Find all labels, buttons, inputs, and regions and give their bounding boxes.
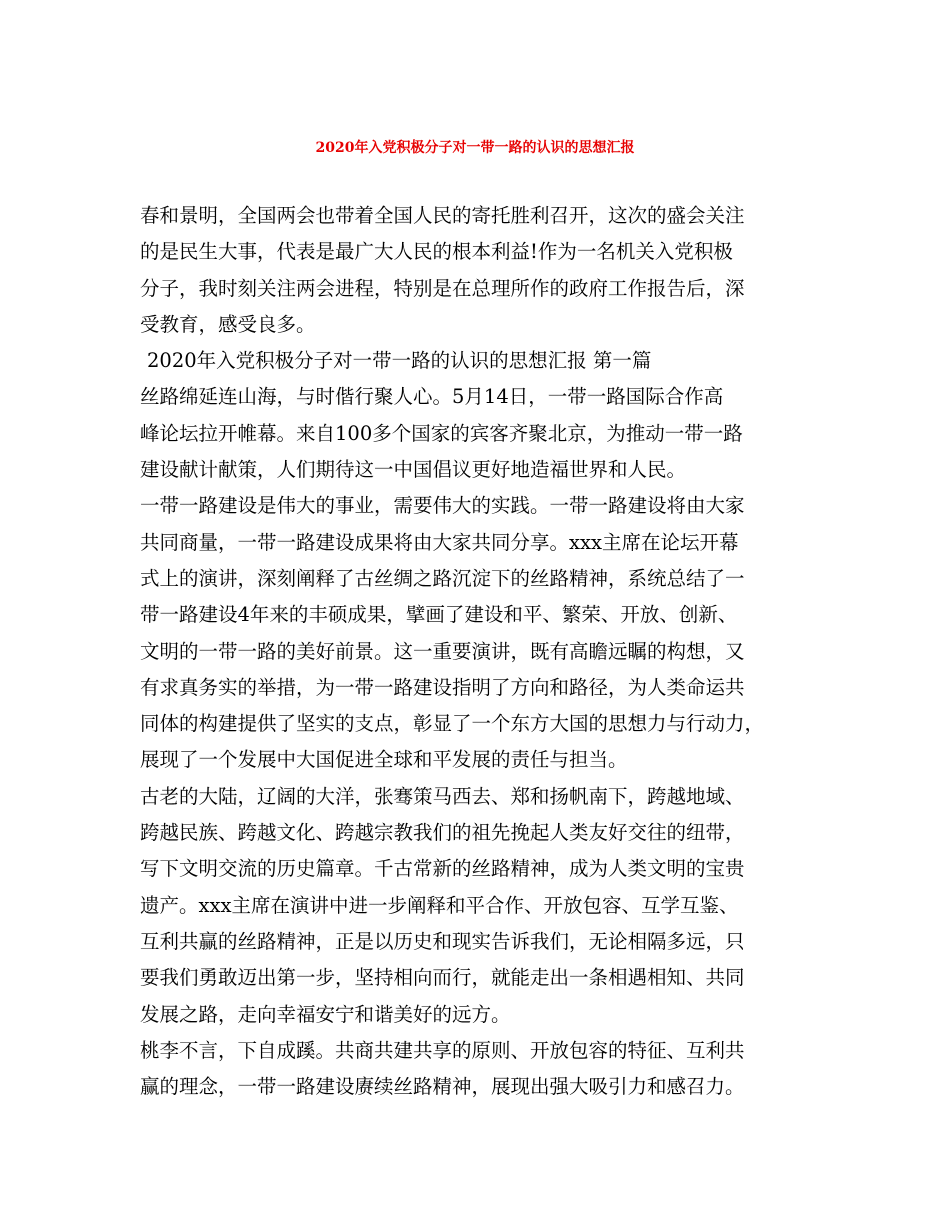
text-line: 写下文明交流的历史篇章。千古常新的丝路精神，成为人类文明的宝贵 <box>140 857 745 881</box>
document-title: 2020年入党积极分子对一带一路的认识的思想汇报 <box>315 140 635 156</box>
text-line: 展现了一个发展中大国促进全球和平发展的责任与担当。 <box>140 748 628 772</box>
text-line: 桃李不言，下自成蹊。共商共建共享的原则、开放包容的特征、互利共 <box>140 1038 745 1062</box>
text-line: 春和景明，全国两会也带着全国人民的寄托胜利召开，这次的盛会关注 <box>140 204 745 227</box>
text-line: 文明的一带一路的美好前景。这一重要演讲，既有高瞻远瞩的构想，又 <box>140 639 745 663</box>
text-line: 分子，我时刻关注两会进程，特别是在总理所作的政府工作报告后，深 <box>140 276 745 300</box>
section-heading-line: 2020年入党积极分子对一带一路的认识的思想汇报 第一篇 <box>147 349 652 373</box>
text-line: 有求真务实的举措，为一带一路建设指明了方向和路径，为人类命运共 <box>140 675 745 699</box>
text-line: 的是民生大事，代表是最广大人民的根本利益!作为一名机关入党积极 <box>140 240 733 264</box>
text-line: 同体的构建提供了坚实的支点，彰显了一个东方大国的思想力与行动力， <box>140 712 765 736</box>
text-line: 共同商量，一带一路建设成果将由大家共同分享。xxx主席在论坛开幕 <box>140 530 739 554</box>
text-line: 带一路建设4年来的丰硕成果，擘画了建设和平、繁荣、开放、创新、 <box>140 603 738 627</box>
text-line: 丝路绵延连山海，与时偕行聚人心。5月14日，一带一路国际合作高 <box>140 385 724 409</box>
text-line: 式上的演讲，深刻阐释了古丝绸之路沉淀下的丝路精神，系统总结了一 <box>140 566 745 590</box>
text-line: 遗产。xxx主席在演讲中进一步阐释和平合作、开放包容、互学互鉴、 <box>140 893 739 917</box>
text-line: 峰论坛拉开帷幕。来自100多个国家的宾客齐聚北京，为推动一带一路 <box>140 421 743 445</box>
text-line: 跨越民族、跨越文化、跨越宗教我们的祖先挽起人类友好交往的纽带， <box>140 821 745 845</box>
text-line: 一带一路建设是伟大的事业，需要伟大的实践。一带一路建设将由大家 <box>140 494 745 518</box>
text-line: 建设献计献策，人们期待这一中国倡议更好地造福世界和人民。 <box>140 458 687 482</box>
text-line: 互利共赢的丝路精神，正是以历史和现实告诉我们，无论相隔多远，只 <box>140 929 745 953</box>
text-line: 古老的大陆，辽阔的大洋，张骞策马西去、郑和扬帆南下，跨越地域、 <box>140 784 745 808</box>
text-line: 发展之路，走向幸福安宁和谐美好的远方。 <box>140 1002 511 1026</box>
document-body <box>140 198 830 1105</box>
text-line: 要我们勇敢迈出第一步，坚持相向而行，就能走出一条相遇相知、共同 <box>140 966 745 990</box>
text-line: 赢的理念，一带一路建设赓续丝路精神，展现出强大吸引力和感召力。 <box>140 1075 745 1099</box>
text-line: 受教育，感受良多。 <box>140 312 316 336</box>
